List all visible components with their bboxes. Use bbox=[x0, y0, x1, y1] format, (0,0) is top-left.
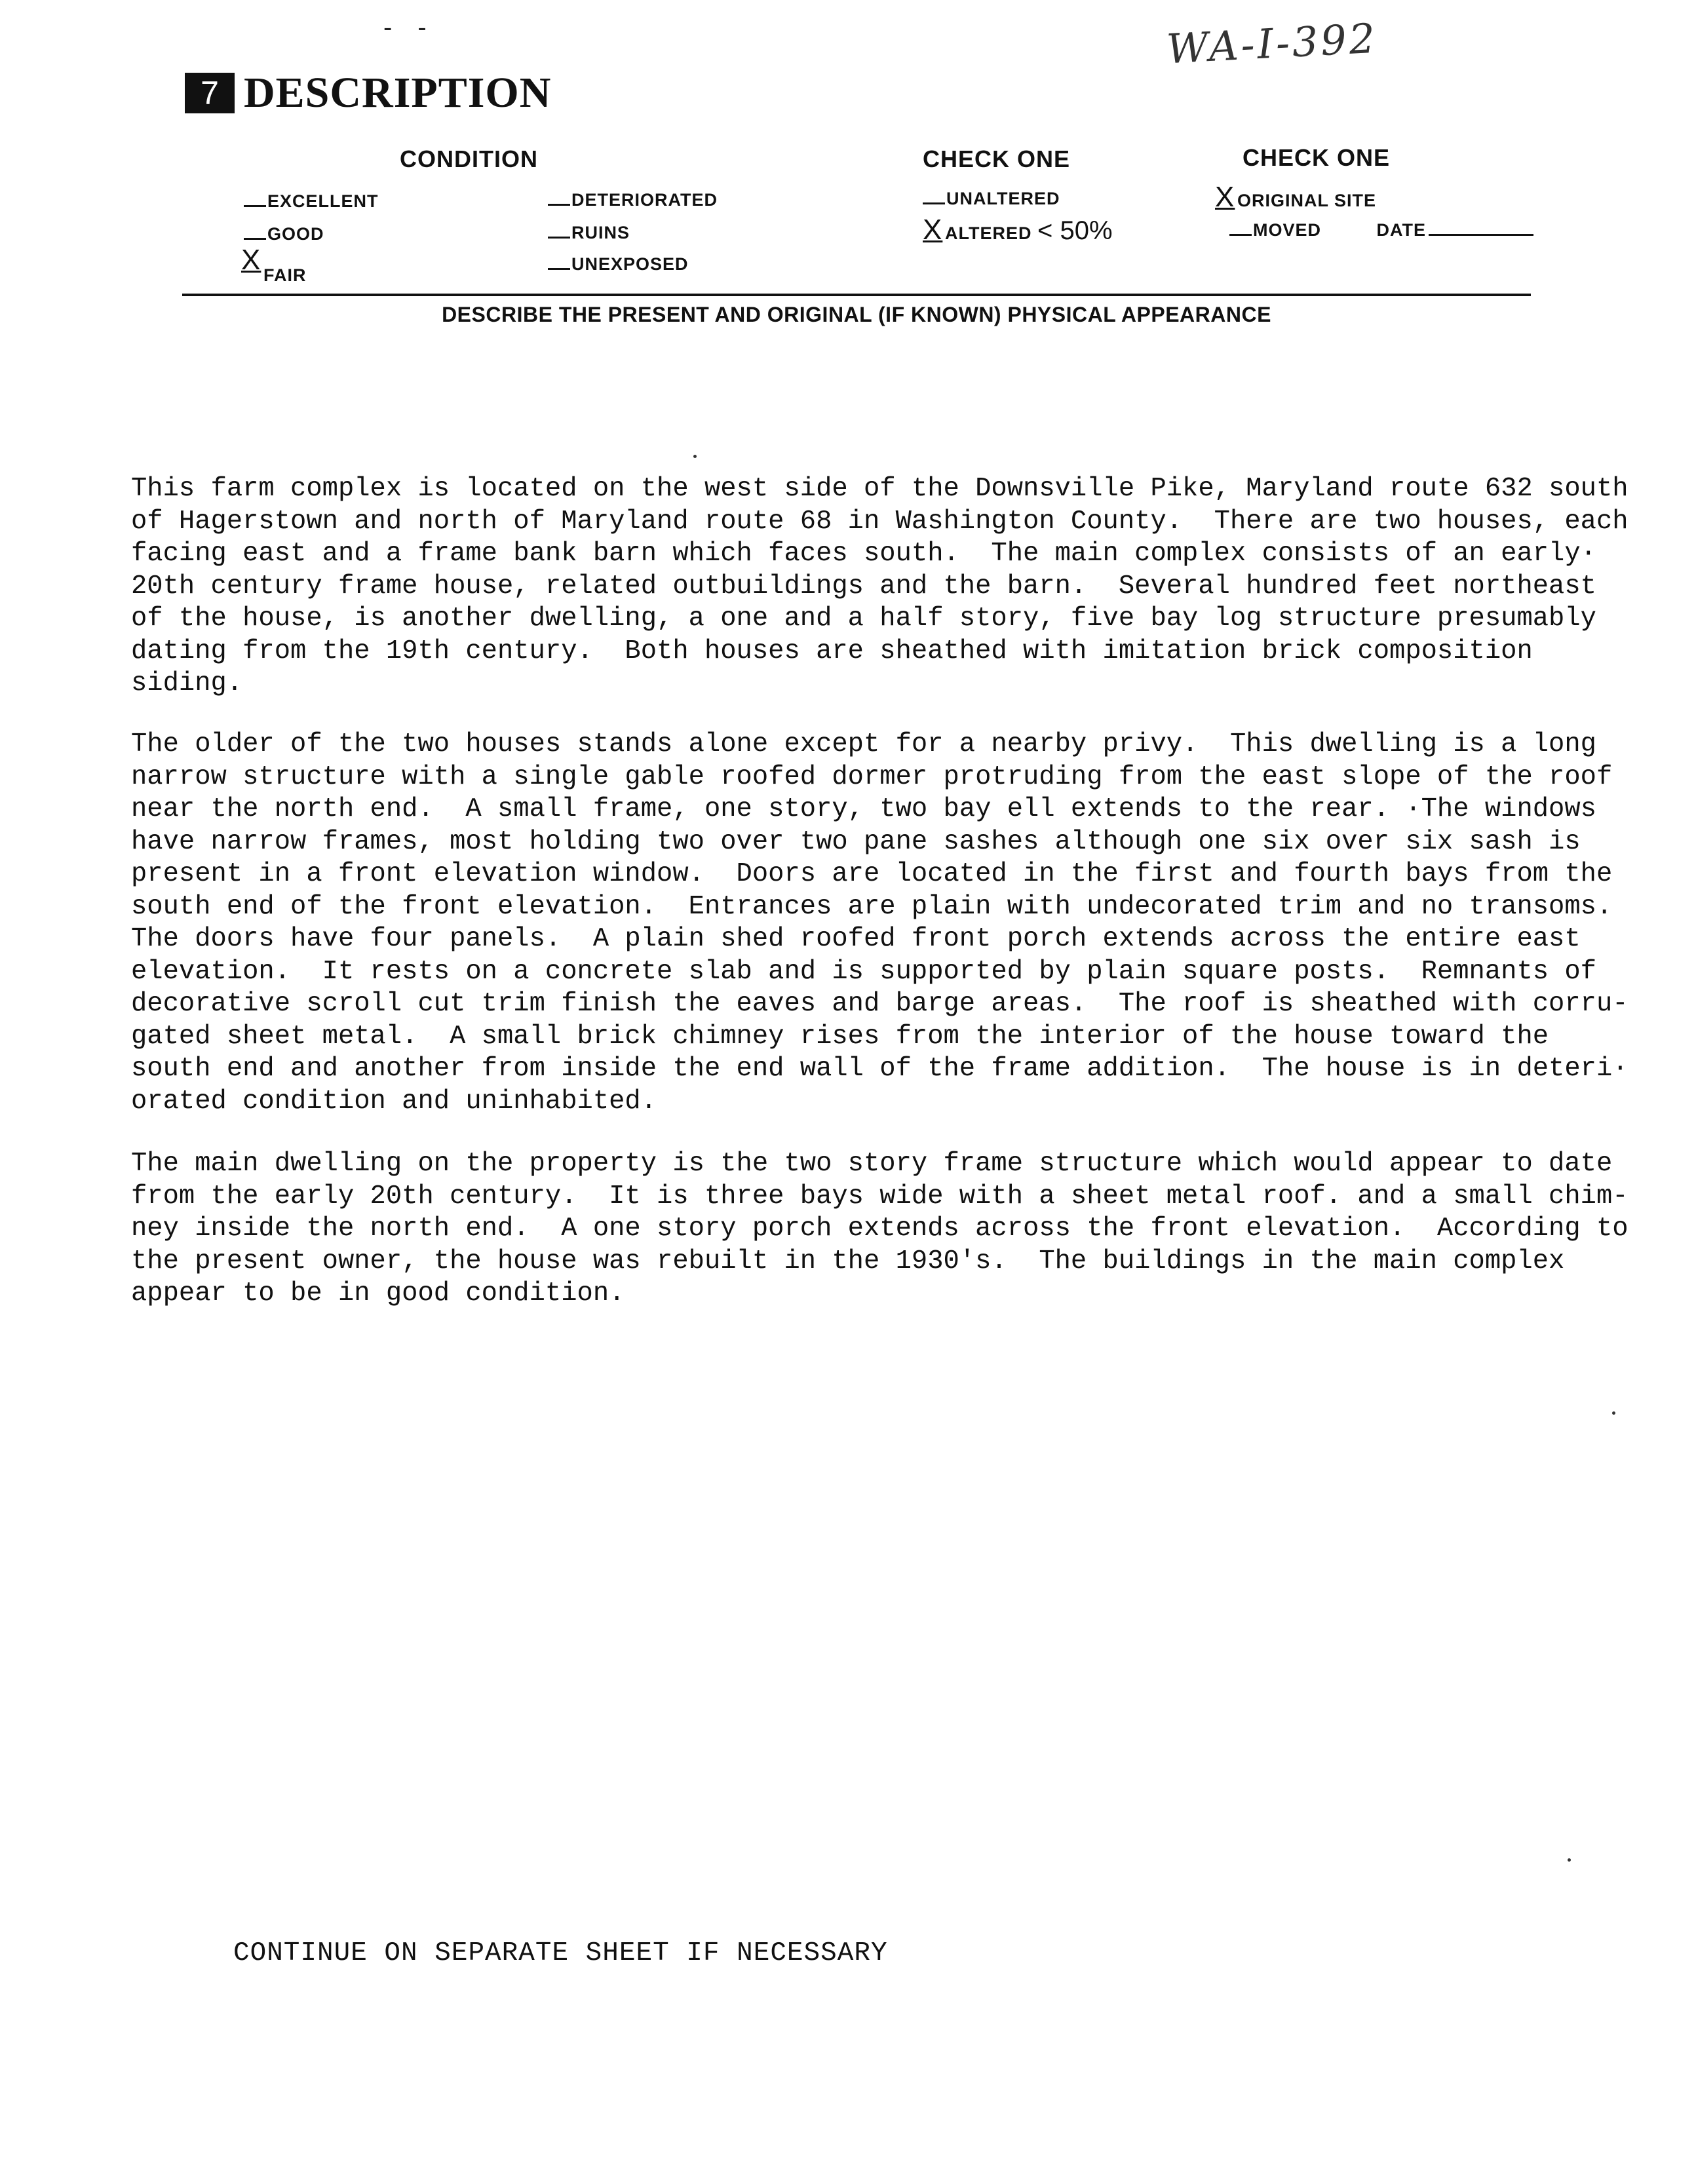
paragraph-line: ney inside the north end. A one story porch extends across the front elevation. According to bbox=[131, 1214, 1629, 1244]
option-original-site-label: ORIGINAL SITE bbox=[1237, 191, 1377, 210]
paragraph-line: south end of the front elevation. Entrances are plain with undecorated trim and no transoms. bbox=[131, 891, 1613, 922]
option-unaltered-label: UNALTERED bbox=[946, 189, 1060, 208]
checkbox-good[interactable] bbox=[244, 238, 266, 240]
paragraph-line: of the house, is another dwelling, a one and a half story, five bay log structure presumably bbox=[131, 603, 1596, 634]
paragraph-line: of Hagerstown and north of Maryland route 68 in Washington County. There are two houses, each bbox=[131, 506, 1629, 537]
paragraph-line: The main dwelling on the property is the two story frame structure which would appear to date bbox=[131, 1149, 1613, 1179]
option-fair[interactable] bbox=[241, 244, 307, 285]
option-excellent-label: EXCELLENT bbox=[267, 191, 379, 211]
condition-heading: CONDITION bbox=[400, 145, 538, 172]
paragraph-line: orated condition and uninhabited. bbox=[131, 1086, 657, 1117]
paragraph-line: appear to be in good condition. bbox=[131, 1278, 625, 1309]
option-unexposed-label: UNEXPOSED bbox=[571, 254, 689, 274]
paragraph-line: The doors have four panels. A plain shed roofed front porch extends across the entire east bbox=[131, 924, 1581, 954]
paragraph-line: siding. bbox=[131, 668, 243, 699]
option-altered[interactable] bbox=[923, 214, 1113, 246]
description-paragraph-1 bbox=[131, 473, 1665, 700]
option-ruins[interactable] bbox=[548, 223, 630, 243]
scan-speck bbox=[693, 455, 697, 458]
paragraph-line: south end and another from inside the end wall of the frame addition. The house is in deteri· bbox=[131, 1054, 1629, 1084]
alteration-heading: CHECK ONE bbox=[923, 145, 1071, 172]
paragraph-line: present in a front elevation window. Doors are located in the first and fourth bays from the bbox=[131, 859, 1613, 889]
paragraph-line: This farm complex is located on the west side of the Downsville Pike, Maryland route 632 south bbox=[131, 474, 1629, 504]
option-deteriorated-label: DETERIORATED bbox=[571, 190, 718, 210]
checkbox-original-site-marked[interactable]: X bbox=[1215, 181, 1235, 213]
paragraph-line: decorative scroll cut trim finish the eaves and barge areas. The roof is sheathed with corru- bbox=[131, 989, 1629, 1019]
site-heading: CHECK ONE bbox=[1243, 144, 1391, 171]
option-altered-label: ALTERED bbox=[945, 223, 1032, 243]
section-number-badge: 7 bbox=[185, 73, 235, 113]
paragraph-line: the present owner, the house was rebuilt in the 1930's. The buildings in the main complex bbox=[131, 1246, 1565, 1276]
option-deteriorated[interactable] bbox=[548, 190, 718, 210]
option-moved[interactable] bbox=[1229, 220, 1533, 240]
section-header bbox=[185, 71, 551, 115]
header-dashes: - - bbox=[383, 13, 436, 42]
continue-note: CONTINUE ON SEPARATE SHEET IF NECESSARY bbox=[233, 1938, 888, 1968]
paragraph-line: elevation. It rests on a concrete slab and is supported by plain square posts. Remnants of bbox=[131, 956, 1596, 987]
checkbox-fair-marked[interactable]: X bbox=[241, 244, 261, 276]
option-moved-label: MOVED bbox=[1253, 220, 1322, 240]
checkbox-unaltered[interactable] bbox=[923, 202, 945, 204]
date-field[interactable] bbox=[1429, 234, 1533, 236]
paragraph-line: narrow structure with a single gable roofed dormer protruding from the east slope of the roof bbox=[131, 761, 1613, 792]
section-title: DESCRIPTION bbox=[244, 69, 552, 117]
checkbox-altered-marked[interactable]: X bbox=[923, 214, 943, 246]
paragraph-line: near the north end. A small frame, one story, two bay ell extends to the rear. ·The windows bbox=[131, 794, 1596, 824]
paragraph-line: 20th century frame house, related outbuildings and the barn. Several hundred feet northeast bbox=[131, 571, 1596, 602]
description-instruction: DESCRIBE THE PRESENT AND ORIGINAL (IF KNOWN) PHYSICAL APPEARANCE bbox=[442, 303, 1271, 326]
option-ruins-label: RUINS bbox=[571, 223, 630, 242]
checkbox-unexposed[interactable] bbox=[548, 268, 570, 270]
option-unexposed[interactable] bbox=[548, 254, 689, 275]
paragraph-line: have narrow frames, most holding two over two pane sashes although one six over six sash is bbox=[131, 826, 1581, 857]
option-good[interactable] bbox=[244, 224, 324, 244]
scan-speck bbox=[1612, 1411, 1615, 1415]
paragraph-line: dating from the 19th century. Both houses are sheathed with imitation brick composition bbox=[131, 636, 1533, 666]
date-label: DATE bbox=[1376, 220, 1427, 240]
paragraph-line: gated sheet metal. A small brick chimney rises from the interior of the house toward the bbox=[131, 1021, 1549, 1052]
paragraph-line: from the early 20th century. It is three bays wide with a sheet metal roof. and a small chim- bbox=[131, 1181, 1629, 1212]
paragraph-line: The older of the two houses stands alone except for a nearby privy. This dwelling is a long bbox=[131, 729, 1596, 759]
checkbox-ruins[interactable] bbox=[548, 237, 570, 239]
checkbox-moved[interactable] bbox=[1229, 234, 1252, 236]
section-divider bbox=[182, 294, 1531, 296]
altered-percentage-note: < 50% bbox=[1037, 216, 1113, 245]
option-original-site[interactable] bbox=[1215, 181, 1376, 214]
checkbox-deteriorated[interactable] bbox=[548, 204, 570, 206]
description-paragraph-3 bbox=[131, 1148, 1665, 1311]
option-good-label: GOOD bbox=[267, 224, 324, 244]
option-excellent[interactable] bbox=[244, 191, 379, 212]
scan-speck bbox=[1568, 1858, 1571, 1862]
description-paragraph-2 bbox=[131, 729, 1665, 1118]
checkbox-excellent[interactable] bbox=[244, 205, 266, 207]
paragraph-line: facing east and a frame bank barn which faces south. The main complex consists of an early· bbox=[131, 539, 1596, 569]
option-fair-label: FAIR bbox=[263, 265, 307, 285]
option-unaltered[interactable] bbox=[923, 189, 1060, 209]
handwritten-inventory-number: WA-I-392 bbox=[1165, 14, 1379, 73]
